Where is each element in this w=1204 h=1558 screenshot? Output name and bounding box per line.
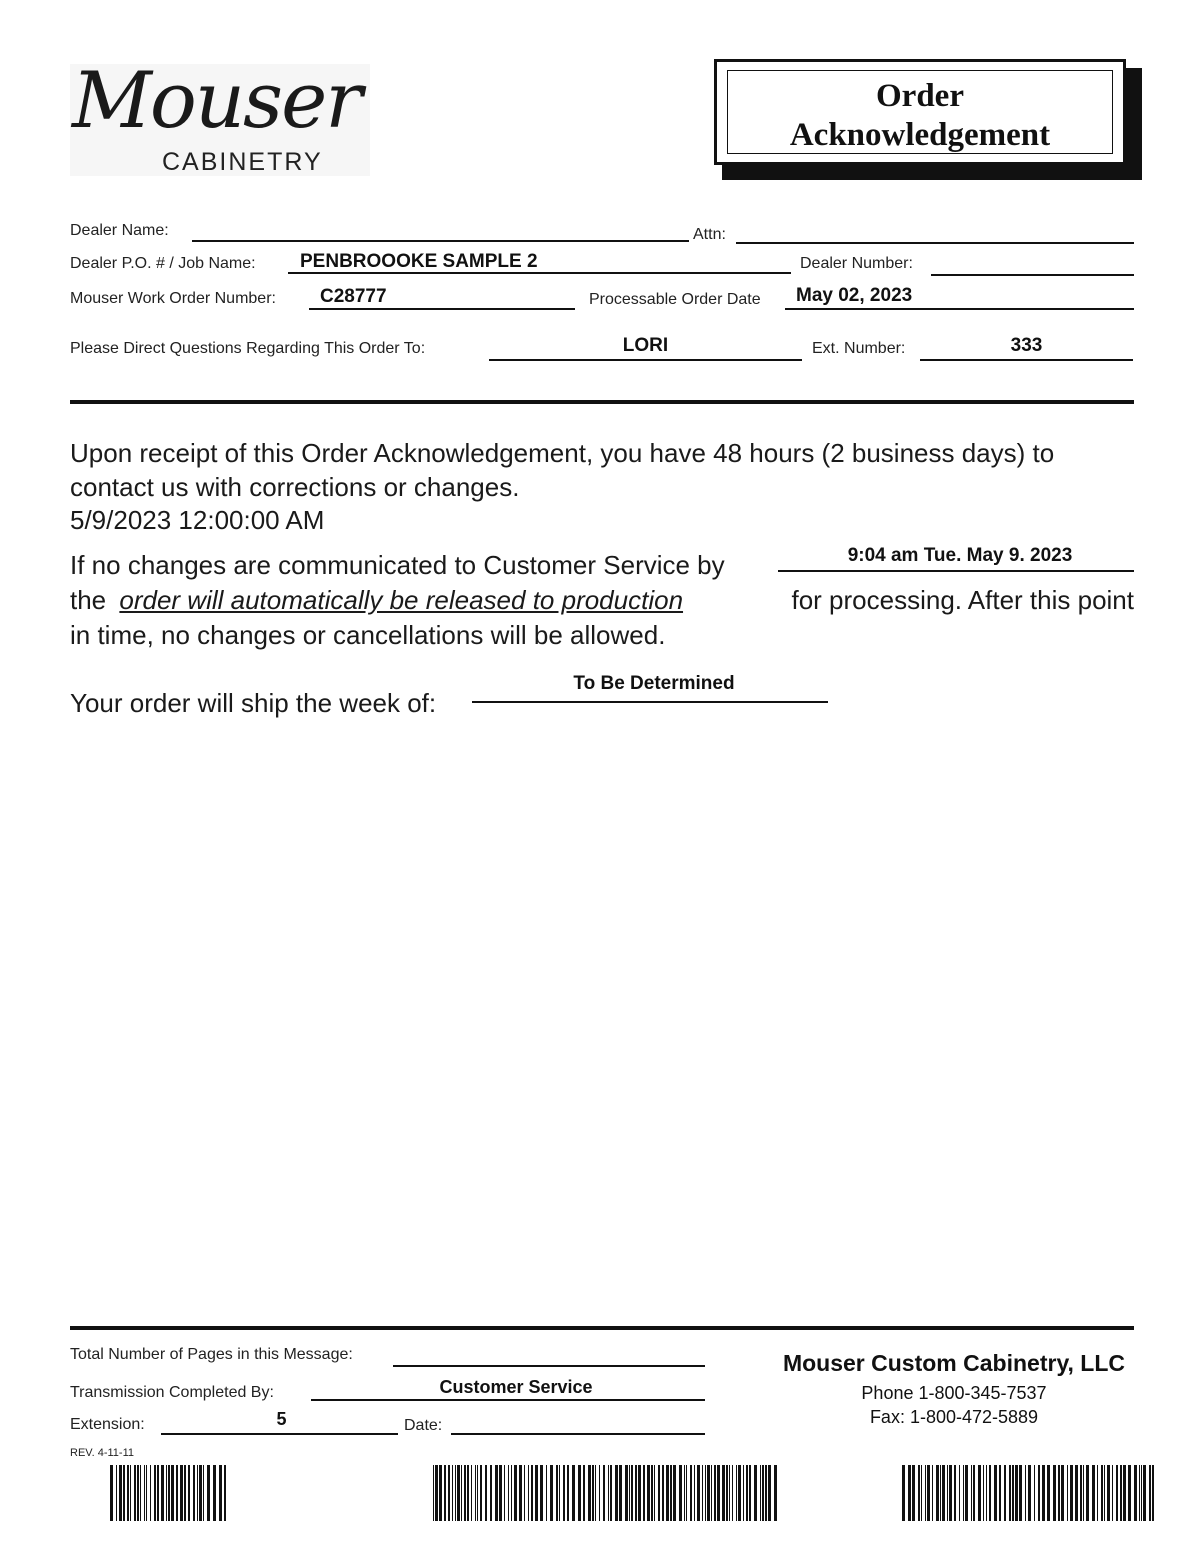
company-logo [70, 56, 370, 176]
date-label: Date: [404, 1417, 443, 1434]
title-box [714, 59, 1126, 165]
company-phone: Phone 1-800-345-7537 [861, 1383, 1047, 1403]
release-rest: for processing. After this point [791, 585, 1134, 615]
transmission-line [311, 1399, 705, 1401]
dealer-number-line [931, 274, 1134, 276]
po-value: PENBROOOKE SAMPLE 2 [300, 251, 538, 272]
logo-script-text: Mouser [72, 56, 361, 146]
barcode-right [902, 1465, 1154, 1521]
title-line-2: Acknowledgement [789, 117, 1051, 153]
extension-label: Extension: [70, 1416, 145, 1433]
attn-label: Attn: [693, 226, 726, 243]
attn-line [736, 242, 1134, 244]
order-date-line [785, 308, 1134, 310]
dealer-name-label: Dealer Name: [70, 222, 169, 239]
ship-value: To Be Determined [573, 673, 735, 694]
release-line-3: in time, no changes or cancellations will be allowed. [70, 620, 666, 650]
work-order-line [309, 308, 575, 310]
company-name: Mouser Custom Cabinetry, LLC [782, 1350, 1126, 1376]
questions-line [489, 359, 802, 361]
questions-value: LORI [622, 335, 669, 356]
release-underlined: order will automatically be released to production [119, 585, 684, 615]
deadline-value: 9:04 am Tue. May 9. 2023 [847, 545, 1073, 566]
title-box-inner-border [727, 70, 1113, 154]
barcode-center [433, 1465, 777, 1521]
release-line [70, 583, 1134, 617]
transmission-value: Customer Service [439, 1377, 593, 1397]
barcode-bar [774, 1465, 777, 1521]
work-order-value: C28777 [320, 286, 387, 307]
title-line-1: Order [876, 78, 964, 114]
notice-line-2: contact us with corrections or changes. [70, 472, 520, 502]
dealer-number-label: Dealer Number: [800, 255, 913, 272]
po-label: Dealer P.O. # / Job Name: [70, 255, 256, 272]
order-date-label: Processable Order Date [589, 291, 761, 308]
deadline-prefix: If no changes are communicated to Customer Service by [70, 550, 725, 580]
footer-divider [70, 1326, 1134, 1330]
company-fax: Fax: 1-800-472-5889 [869, 1407, 1039, 1427]
ship-line [472, 701, 828, 703]
notice-line-1: Upon receipt of this Order Acknowledgement, you have 48 hours (2 business days) to [70, 438, 1055, 468]
pages-label: Total Number of Pages in this Message: [70, 1346, 353, 1363]
extension-value: 5 [276, 1409, 287, 1429]
deadline-line [778, 570, 1134, 572]
order-date-value: May 02, 2023 [796, 285, 913, 306]
dealer-name-line [192, 240, 689, 242]
extension-line [161, 1433, 398, 1435]
barcode-bar [224, 1465, 226, 1521]
header-divider [70, 400, 1134, 404]
barcode-bar [1152, 1465, 1154, 1521]
ship-label: Your order will ship the week of: [70, 688, 437, 718]
document-title [728, 77, 1112, 155]
ext-number-label: Ext. Number: [812, 340, 906, 357]
notice-date: 5/9/2023 12:00:00 AM [70, 505, 325, 535]
ext-number-value: 333 [1010, 335, 1043, 356]
ext-number-line [920, 359, 1133, 361]
questions-label: Please Direct Questions Regarding This Order To: [70, 340, 426, 357]
transmission-label: Transmission Completed By: [70, 1384, 274, 1401]
release-the: the [70, 585, 107, 615]
logo-sub-text: CABINETRY [162, 148, 323, 176]
date-line [451, 1433, 705, 1435]
revision-label: REV. 4-11-11 [70, 1447, 135, 1459]
pages-line [393, 1365, 705, 1367]
barcode-left [110, 1465, 226, 1521]
work-order-label: Mouser Work Order Number: [70, 290, 276, 307]
